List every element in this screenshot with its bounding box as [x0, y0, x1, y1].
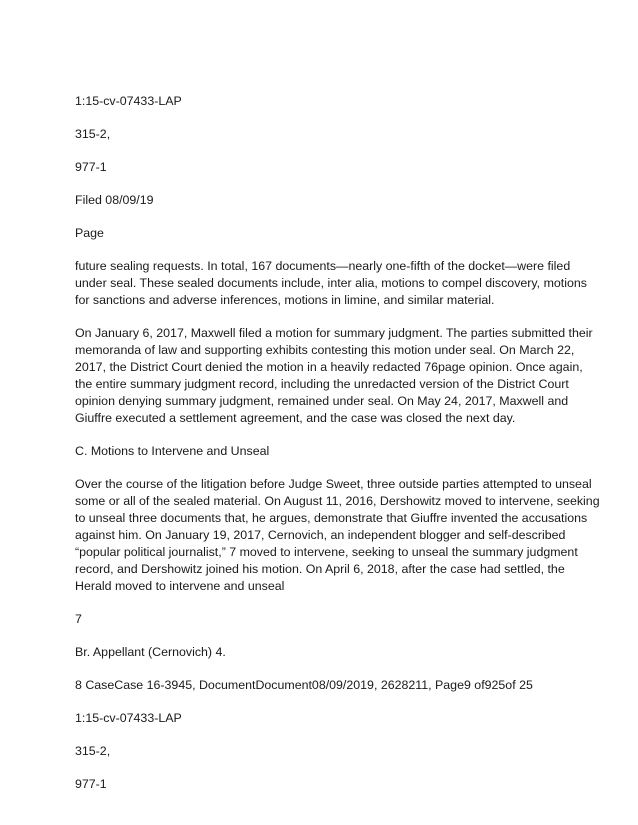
footnote-text: Br. Appellant (Cernovich) 4.: [75, 645, 226, 659]
document-reference: 315-2,: [75, 127, 111, 141]
page-label: Page: [75, 226, 104, 240]
text-line: 2017, the District Court denied the motion in a heavily redacted 76page opinion. Once again,: [75, 360, 583, 374]
text-line: under seal. These sealed documents include, inter alia, motions to compel discovery, motions: [75, 276, 587, 290]
page-footer: 8 CaseCase 16-3945, DocumentDocument08/09/2019, 2628211, Page9 of925of 25: [75, 678, 533, 692]
text-line: against him. On January 19, 2017, Cernovich, an independent blogger and self-described: [75, 528, 566, 542]
text-line: On January 6, 2017, Maxwell filed a motion for summary judgment. The parties submitted their: [75, 326, 593, 340]
document-reference: 977-1: [75, 777, 107, 791]
text-line: future sealing requests. In total, 167 documents—nearly one-fifth of the docket—were filed: [75, 259, 571, 273]
text-line: Over the course of the litigation before Judge Sweet, three outside parties attempted to unseal: [75, 477, 592, 491]
text-line: some or all of the sealed material. On August 11, 2016, Dershowitz moved to intervene, seeking: [75, 494, 600, 508]
paragraph-summary-judgment: [75, 325, 593, 427]
section-heading: C. Motions to Intervene and Unseal: [75, 444, 270, 458]
text-line: to unseal three documents that, he argues, demonstrate that Giuffre invented the accusations: [75, 511, 588, 525]
text-line: “popular political journalist,” 7 moved to intervene, seeking to unseal the summary judgment: [75, 545, 578, 559]
paragraph-sealing-requests: [75, 258, 587, 309]
paragraph-motions-to-intervene: [75, 476, 600, 595]
text-line: the entire summary judgment record, including the unredacted version of the District Court: [75, 377, 569, 391]
text-line: Giuffre executed a settlement agreement, and the case was closed the next day.: [75, 411, 516, 425]
case-number: 1:15-cv-07433-LAP: [75, 94, 182, 108]
filed-date: Filed 08/09/19: [75, 193, 154, 207]
text-line: record, and Dershowitz joined his motion. On April 6, 2018, after the case had settled, the: [75, 562, 565, 576]
text-line: Herald moved to intervene and unseal: [75, 579, 285, 593]
document-reference: 977-1: [75, 160, 107, 174]
text-line: opinion denying summary judgment, remained under seal. On May 24, 2017, Maxwell and: [75, 394, 569, 408]
document-reference: 315-2,: [75, 744, 111, 758]
footnote-number: 7: [75, 612, 82, 626]
case-number: 1:15-cv-07433-LAP: [75, 711, 182, 725]
text-line: for sanctions and adverse inferences, motions in limine, and similar material.: [75, 293, 495, 307]
document-body: [75, 93, 600, 809]
text-line: memoranda of law and supporting exhibits contesting this motion under seal. On March 22,: [75, 343, 575, 357]
